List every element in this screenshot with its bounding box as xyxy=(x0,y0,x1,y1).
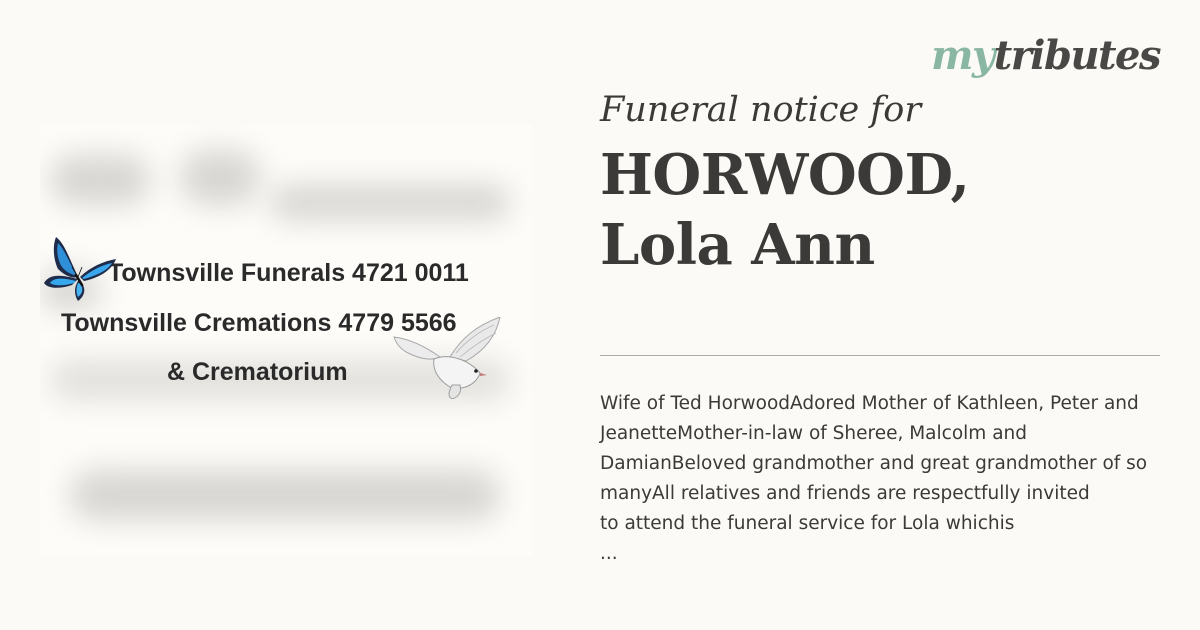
blurred-text-top xyxy=(50,155,150,205)
excerpt-line: to attend the funeral service for Lola whichis xyxy=(600,513,1015,534)
logo-tributes: tributes xyxy=(993,32,1160,79)
crematorium-line: & Crematorium xyxy=(167,358,348,386)
cremations-line: Townsville Cremations 4779 5566 xyxy=(61,309,457,337)
blurred-text-top xyxy=(180,150,260,205)
blurred-text-bottom xyxy=(70,470,500,520)
dove-icon xyxy=(392,317,502,399)
deceased-surname: HORWOOD, xyxy=(600,142,970,208)
excerpt-line: manyAll relatives and friends are respectfully invited xyxy=(600,483,1090,504)
funerals-line: Townsville Funerals 4721 0011 xyxy=(108,259,469,287)
notice-prefix: Funeral notice for xyxy=(600,90,922,130)
notice-excerpt xyxy=(600,389,1200,569)
excerpt-line: JeanetteMother-in-law of Sheree, Malcolm and xyxy=(600,423,1027,444)
blurred-text-top xyxy=(270,185,510,220)
excerpt-ellipsis: ... xyxy=(600,543,618,564)
divider xyxy=(600,355,1160,356)
funeral-director-image xyxy=(40,125,532,557)
deceased-given-names: Lola Ann xyxy=(600,212,875,278)
excerpt-line: Wife of Ted HorwoodAdored Mother of Kathleen, Peter and xyxy=(600,393,1139,414)
logo-my: my xyxy=(931,32,994,79)
butterfly-icon xyxy=(42,237,118,303)
excerpt-line: DamianBeloved grandmother and great grandmother of so xyxy=(600,453,1148,474)
mytributes-logo[interactable] xyxy=(931,32,1160,79)
